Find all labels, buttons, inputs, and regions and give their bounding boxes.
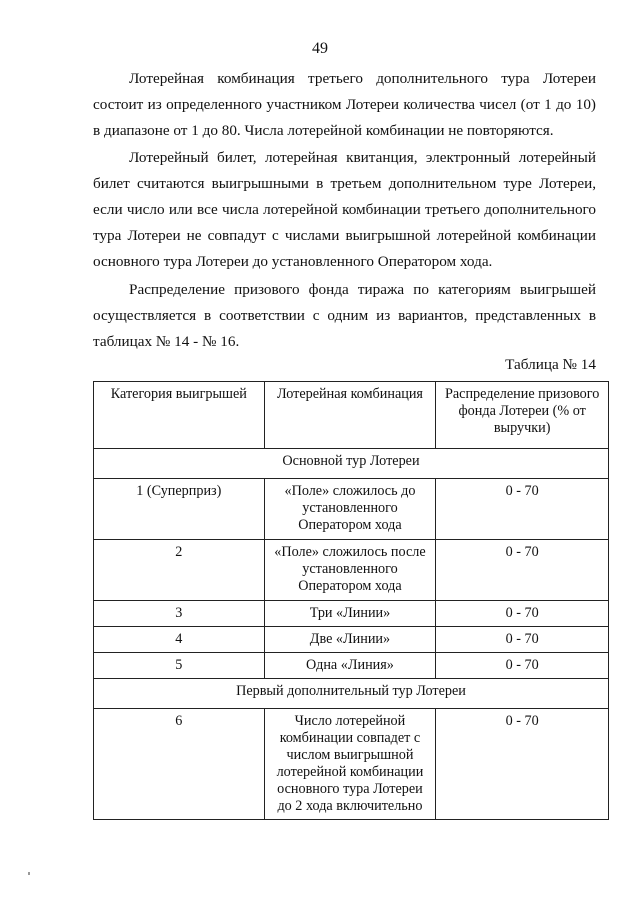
section-row-main-tour xyxy=(94,449,609,479)
table-row xyxy=(94,479,609,540)
distribution-cell: 0 - 70 xyxy=(436,479,609,540)
section-title: Первый дополнительный тур Лотереи xyxy=(94,679,609,709)
paragraph-combination: Лотерейная комбинация третьего дополнительного тура Лотереи состоит из определенного участником Лотереи количества чисел (от 1 до 10) в диапазоне от 1 до 80. Числа лотерейной комбинации не повторяются. xyxy=(93,70,596,139)
combination-cell: «Поле» сложилось до установленного Оператором хода xyxy=(264,479,436,540)
distribution-cell: 0 - 70 xyxy=(436,627,609,653)
table-header-row xyxy=(94,382,609,449)
page-number: 49 xyxy=(312,40,328,57)
combination-cell: «Поле» сложилось после установленного Оператором хода xyxy=(264,540,436,601)
distribution-cell: 0 - 70 xyxy=(436,653,609,679)
category-cell: 2 xyxy=(94,540,265,601)
scan-speck xyxy=(28,872,30,875)
table-row xyxy=(94,601,609,627)
header-combination: Лотерейная комбинация xyxy=(264,382,436,449)
distribution-cell: 0 - 70 xyxy=(436,709,609,820)
paragraph-prize-distribution: Распределение призового фонда тиража по категориям выигрышей осуществляется в соответствии с одним из вариантов, представленных в таблицах № 14 - № 16. xyxy=(93,281,596,350)
prize-table xyxy=(93,381,609,820)
distribution-cell: 0 - 70 xyxy=(436,601,609,627)
header-distribution: Распределение призового фонда Лотереи (% от выручки) xyxy=(436,382,609,449)
distribution-cell: 0 - 70 xyxy=(436,540,609,601)
table-caption: Таблица № 14 xyxy=(505,356,596,373)
table-row xyxy=(94,540,609,601)
table-row xyxy=(94,627,609,653)
section-title: Основной тур Лотереи xyxy=(94,449,609,479)
category-cell: 4 xyxy=(94,627,265,653)
category-cell: 6 xyxy=(94,709,265,820)
combination-cell: Две «Линии» xyxy=(264,627,436,653)
table-row xyxy=(94,709,609,820)
combination-cell: Число лотерейной комбинации совпадет с числом выигрышной лотерейной комбинации основного тура Лотереи до 2 хода включительно xyxy=(264,709,436,820)
table-row xyxy=(94,653,609,679)
category-cell: 3 xyxy=(94,601,265,627)
category-cell: 5 xyxy=(94,653,265,679)
combination-cell: Три «Линии» xyxy=(264,601,436,627)
combination-cell: Одна «Линия» xyxy=(264,653,436,679)
header-category: Категория выигрышей xyxy=(94,382,265,449)
section-row-first-extra-tour xyxy=(94,679,609,709)
paragraph-winning-condition: Лотерейный билет, лотерейная квитанция, электронный лотерейный билет считаются выигрышными в третьем дополнительном туре Лотереи, если число или все числа лотерейной комбинации третьего дополнительного тура Лотереи не совпадут с числами выигрышной лотерейной комбинации основного тура Лотереи до установленного Оператором хода. xyxy=(93,149,596,270)
category-cell: 1 (Суперприз) xyxy=(94,479,265,540)
